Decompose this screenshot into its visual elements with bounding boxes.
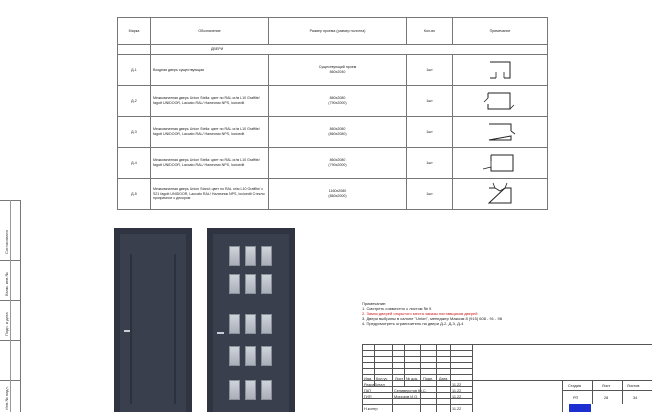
glass-panel bbox=[229, 380, 240, 400]
tb-header-date: Дата bbox=[439, 377, 448, 381]
row-qty: 1шт bbox=[407, 179, 453, 210]
row-size bbox=[269, 179, 407, 210]
tb-stage-value: РП bbox=[573, 396, 579, 400]
glass-panel bbox=[261, 314, 272, 334]
note-item: 1. Смотреть совместно с листом № 9 bbox=[362, 306, 432, 311]
row-qty: 1шт bbox=[407, 148, 453, 179]
strip-label-inv-orig: Инв.№ подл. bbox=[4, 386, 9, 410]
strip-label-approved: Согласовано bbox=[4, 229, 9, 254]
row-door-plan-icon bbox=[453, 86, 548, 117]
tb-date: 11.22 bbox=[452, 389, 462, 393]
header-qty: Кол-во bbox=[407, 18, 453, 45]
row-size bbox=[269, 55, 407, 86]
row-qty: 1шт bbox=[407, 86, 453, 117]
row-size-line1: 1160х2080 bbox=[328, 189, 347, 194]
header-mark: Марка bbox=[118, 18, 151, 45]
tb-role: ГАП bbox=[364, 389, 372, 393]
row-mark: Д-3 bbox=[118, 117, 151, 148]
row-designation: Входная дверь существующая bbox=[151, 55, 269, 86]
tb-role: ГИП bbox=[364, 395, 372, 399]
tb-stage-label: Стадия bbox=[568, 384, 581, 388]
row-door-plan-icon bbox=[453, 148, 548, 179]
row-size-line1: 860х2080 bbox=[329, 96, 346, 101]
tb-header-list: Лист bbox=[395, 377, 404, 381]
glass-panel bbox=[261, 246, 272, 266]
tb-date: 11.22 bbox=[452, 395, 462, 399]
table-header-row bbox=[118, 18, 548, 45]
tb-sheets-label: Листов bbox=[627, 384, 640, 388]
tb-header-sign: Подп. bbox=[423, 377, 434, 381]
strip-label-replace-inv: Взам. инв.№ bbox=[4, 272, 9, 296]
glass-panel bbox=[245, 246, 256, 266]
door-molding-left bbox=[130, 254, 132, 404]
tb-header-doc: № док. bbox=[406, 377, 419, 381]
section-row bbox=[118, 45, 548, 55]
header-designation: Обозначение bbox=[151, 18, 269, 45]
table-row bbox=[118, 148, 548, 179]
row-mark: Д-1 bbox=[118, 55, 151, 86]
row-mark: Д-5 bbox=[118, 179, 151, 210]
note-item: 3. Двери выбраны в салоне "Union", менеджер Максим 8 (915) 608 - 91 - 98 bbox=[362, 316, 502, 321]
row-designation: Межкомнатная дверь Union Stella: цвет по RAL or/м L10 Graffite/ fagott UNIDOOR, Laccato RAL/ Наличник NPS, locioedit bbox=[151, 117, 269, 148]
row-size bbox=[269, 148, 407, 179]
table-row bbox=[118, 179, 548, 210]
table-row bbox=[118, 86, 548, 117]
row-size bbox=[269, 86, 407, 117]
glass-panel bbox=[261, 380, 272, 400]
glass-panel bbox=[229, 346, 240, 366]
row-size-line1: Существующий проем bbox=[318, 65, 357, 70]
tb-role: Разработал bbox=[364, 383, 385, 387]
row-size-line2: 860х2040 bbox=[329, 70, 346, 74]
glass-panel bbox=[245, 346, 256, 366]
note-item: 2. Замок дверей открытого места заказы поставщиков дверей bbox=[362, 311, 478, 316]
glass-panel bbox=[229, 314, 240, 334]
glass-panel bbox=[261, 274, 272, 294]
door-handle-icon bbox=[217, 332, 224, 334]
left-stamp-strip bbox=[0, 200, 21, 412]
row-qty: 1шт bbox=[407, 117, 453, 148]
door-molding-right bbox=[174, 254, 176, 404]
row-door-plan-icon bbox=[453, 55, 548, 86]
door-spec-table bbox=[117, 17, 548, 210]
glass-panel bbox=[245, 380, 256, 400]
glass-panel bbox=[261, 346, 272, 366]
notes-title: Примечание: bbox=[362, 301, 387, 306]
table-row bbox=[118, 55, 548, 86]
header-size: Размер проема (размер полотна) bbox=[269, 18, 407, 45]
door-glazed-leaf bbox=[213, 234, 289, 412]
header-note: Примечание bbox=[453, 18, 548, 45]
notes-block bbox=[362, 301, 652, 326]
row-mark: Д-2 bbox=[118, 86, 151, 117]
tb-name: Селиверстов Ю.С. bbox=[394, 389, 427, 393]
door-handle-icon bbox=[124, 330, 130, 332]
row-designation: Межкомнатная дверь Union Stella: цвет по RAL or/м L10 Graffite/ fagott UNIDOOR, Laccato RAL/ Наличник NPS, locioedit bbox=[151, 148, 269, 179]
row-size-line2: (790х2000) bbox=[328, 163, 347, 167]
row-designation: Межкомнатная дверь Union Stand: цвет по RAL or/м L10 Graffite/ с S21 fagott UNIDOOR, Laccato RAL/ Наличник NPS, locioedit Стекло прозрачное с декором bbox=[151, 179, 269, 210]
tb-header-izm: Изм. bbox=[364, 377, 373, 381]
glass-panel bbox=[245, 314, 256, 334]
row-designation: Межкомнатная дверь Union Stella: цвет по RAL or/м L10 Graffite/ fagott UNIDOOR, Laccato RAL/ Наличник NPS, locioedit bbox=[151, 86, 269, 117]
door-solid-frame bbox=[114, 228, 192, 412]
door-glazed-frame bbox=[207, 228, 295, 412]
note-item: 4. Предусмотреть ограничитель на двери Д-2, Д-3, Д-4 bbox=[362, 321, 464, 326]
tb-date: 11.22 bbox=[452, 407, 462, 411]
tb-sheets-value: 34 bbox=[633, 396, 638, 400]
row-size-line1: 860х2080 bbox=[329, 127, 346, 132]
glass-panel bbox=[229, 246, 240, 266]
tb-role: Н.контр bbox=[364, 407, 378, 411]
row-mark: Д-4 bbox=[118, 148, 151, 179]
row-size bbox=[269, 117, 407, 148]
row-size-line2: (790х2000) bbox=[328, 101, 347, 105]
row-door-plan-icon bbox=[453, 117, 548, 148]
row-qty: 1шт bbox=[407, 55, 453, 86]
tb-sheet-value: 28 bbox=[604, 396, 609, 400]
row-size-line1: 860х2080 bbox=[329, 158, 346, 163]
tb-header-kol: Кол.уч bbox=[376, 377, 388, 381]
tb-date: 11.22 bbox=[452, 383, 462, 387]
title-block bbox=[362, 344, 652, 412]
glass-panel bbox=[229, 274, 240, 294]
door-solid-leaf bbox=[120, 234, 186, 412]
strip-label-sign-date: Подп. и дата bbox=[4, 312, 9, 336]
company-logo bbox=[569, 404, 591, 412]
glass-panel bbox=[245, 274, 256, 294]
row-size-line2: (860х2000) bbox=[328, 194, 347, 198]
tb-name: Морозов И.О. bbox=[394, 395, 419, 399]
section-label: ДВЕРИ bbox=[151, 45, 548, 55]
row-door-plan-icon bbox=[453, 179, 548, 210]
tb-sheet-label: Лист bbox=[602, 384, 611, 388]
table-row bbox=[118, 117, 548, 148]
row-size-line2: (860х2080) bbox=[328, 132, 347, 136]
